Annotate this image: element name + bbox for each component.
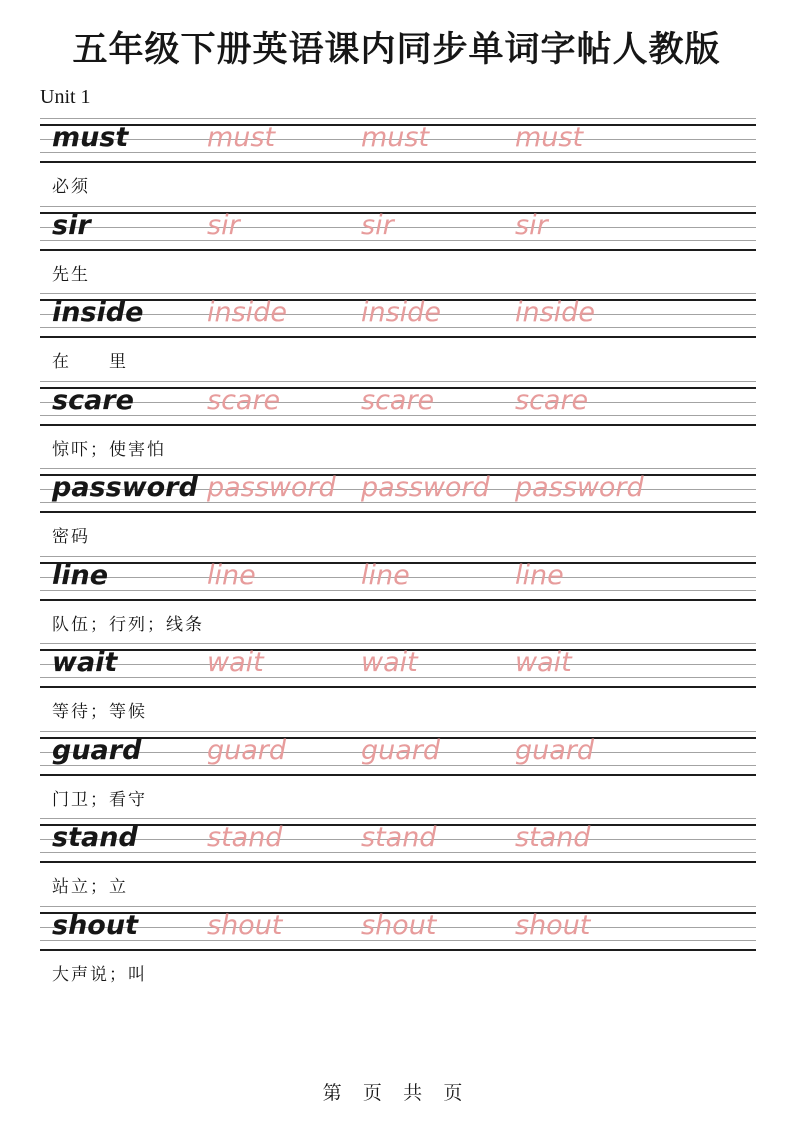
page-footer: 第 页 共 页 bbox=[322, 1083, 471, 1104]
word-practice-row bbox=[40, 381, 756, 469]
word-practice-row bbox=[40, 556, 756, 644]
word-practice-row bbox=[40, 818, 756, 906]
word-practice-row bbox=[40, 206, 756, 294]
word-meaning: 队伍；行列；线条 bbox=[52, 614, 204, 634]
word-row bbox=[52, 906, 756, 952]
word-meaning: 先生 bbox=[52, 264, 90, 284]
practice-word: scare bbox=[52, 384, 134, 416]
trace-word: password bbox=[207, 472, 336, 503]
word-meaning: 惊吓；使害怕 bbox=[52, 439, 166, 459]
word-practice-row bbox=[40, 118, 756, 206]
trace-word: must bbox=[361, 122, 430, 153]
trace-word: inside bbox=[515, 297, 595, 328]
practice-word: stand bbox=[52, 822, 138, 853]
trace-word: stand bbox=[515, 822, 591, 853]
word-meaning: 门卫；看守 bbox=[52, 789, 147, 809]
word-meaning: 大声说；叫 bbox=[52, 964, 147, 984]
practice-word: password bbox=[52, 472, 198, 503]
trace-word: wait bbox=[207, 647, 264, 678]
word-row bbox=[52, 818, 756, 864]
trace-word: scare bbox=[207, 384, 281, 416]
trace-word: inside bbox=[361, 297, 441, 328]
trace-word: shout bbox=[207, 909, 283, 941]
trace-word: wait bbox=[515, 647, 572, 678]
trace-word: line bbox=[207, 559, 256, 591]
trace-word: sir bbox=[207, 209, 240, 241]
word-meaning: 等待；等候 bbox=[52, 702, 147, 721]
word-row bbox=[52, 468, 756, 514]
practice-word: shout bbox=[52, 909, 138, 941]
trace-word: must bbox=[207, 122, 276, 153]
trace-word: scare bbox=[361, 384, 435, 416]
trace-word: scare bbox=[515, 384, 589, 416]
trace-word: shout bbox=[515, 909, 591, 941]
practice-word: must bbox=[52, 122, 129, 153]
practice-word: inside bbox=[52, 297, 144, 328]
trace-word: line bbox=[361, 559, 410, 591]
practice-word: wait bbox=[52, 647, 118, 678]
word-practice-row bbox=[40, 468, 756, 556]
trace-word: sir bbox=[361, 209, 394, 241]
trace-word: guard bbox=[515, 734, 595, 766]
word-row bbox=[52, 556, 756, 602]
word-meaning: 密码 bbox=[52, 527, 90, 546]
practice-word: guard bbox=[52, 734, 142, 766]
practice-word: sir bbox=[52, 209, 91, 241]
word-row bbox=[52, 118, 756, 164]
word-row bbox=[52, 643, 756, 689]
word-practice-row bbox=[40, 731, 756, 819]
practice-word: line bbox=[52, 559, 109, 591]
word-row bbox=[52, 206, 756, 252]
word-practice-row bbox=[40, 906, 756, 994]
unit-label: Unit 1 bbox=[40, 86, 91, 108]
trace-word: line bbox=[515, 559, 564, 591]
trace-word: password bbox=[515, 472, 644, 503]
trace-word: guard bbox=[361, 734, 441, 766]
trace-word: shout bbox=[361, 909, 437, 941]
page-title: 五年级下册英语课内同步单词字帖人教版 bbox=[72, 30, 721, 69]
trace-word: inside bbox=[207, 297, 287, 328]
word-row bbox=[52, 731, 756, 777]
word-practice-row bbox=[40, 293, 756, 381]
word-meaning: 在 里 bbox=[52, 352, 128, 371]
words-area bbox=[40, 118, 756, 993]
trace-word: password bbox=[361, 472, 490, 503]
word-meaning: 必须 bbox=[52, 177, 90, 196]
word-row bbox=[52, 293, 756, 339]
trace-word: guard bbox=[207, 734, 287, 766]
trace-word: sir bbox=[515, 209, 548, 241]
trace-word: stand bbox=[361, 822, 437, 853]
word-meaning: 站立；立 bbox=[52, 877, 128, 896]
trace-word: must bbox=[515, 122, 584, 153]
trace-word: wait bbox=[361, 647, 418, 678]
trace-word: stand bbox=[207, 822, 283, 853]
word-row bbox=[52, 381, 756, 427]
word-practice-row bbox=[40, 643, 756, 731]
